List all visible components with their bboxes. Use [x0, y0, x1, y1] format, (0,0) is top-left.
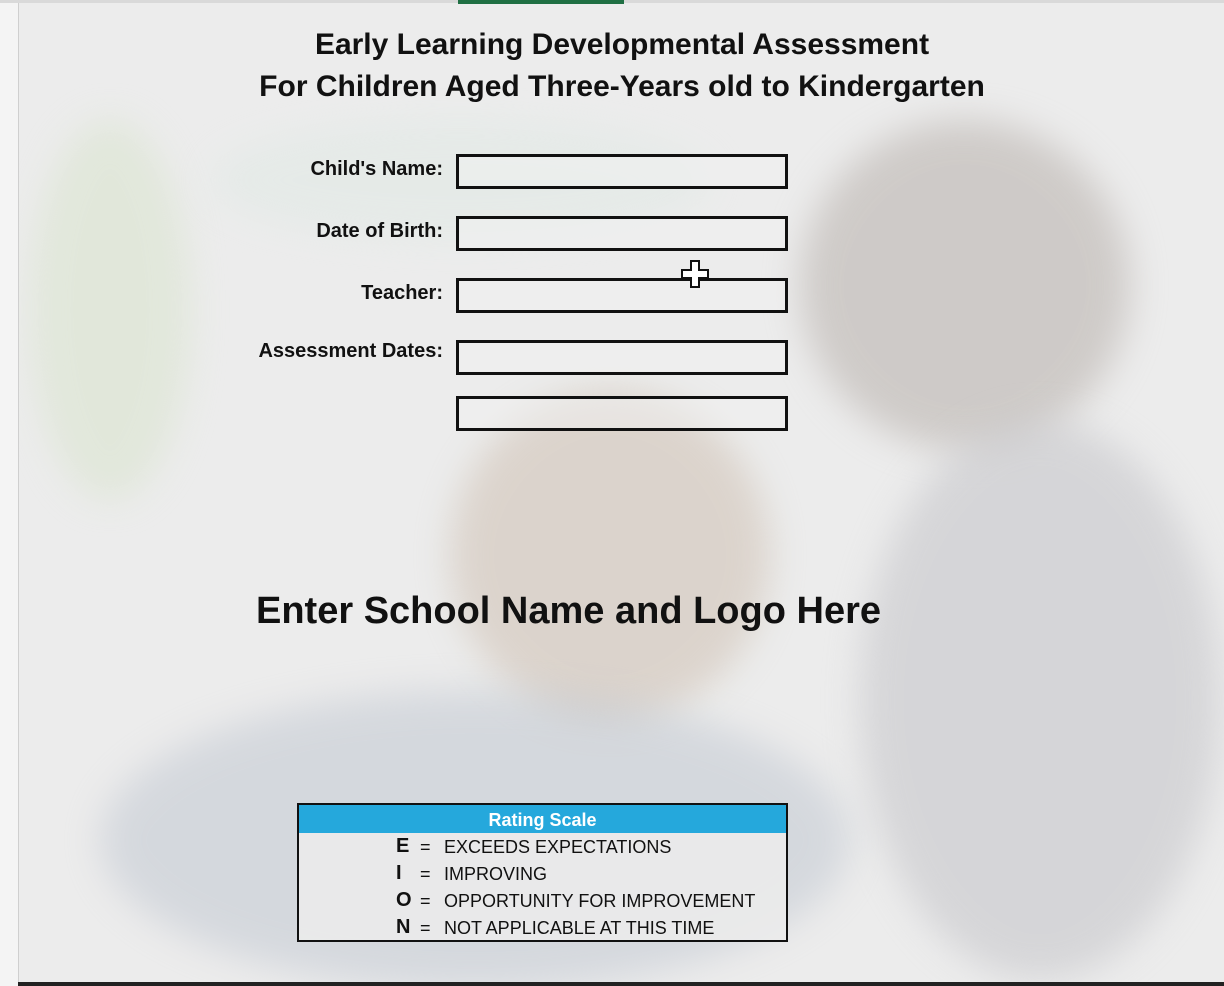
childs-name-label: Child's Name: — [310, 158, 443, 180]
rating-row — [299, 914, 786, 941]
assessment-dates-label: Assessment Dates: — [258, 340, 443, 362]
rating-equals: = — [420, 891, 431, 911]
rating-description: IMPROVING — [444, 864, 548, 884]
active-tab-indicator — [458, 0, 624, 4]
rating-description: OPPORTUNITY FOR IMPROVEMENT — [444, 891, 756, 911]
rating-letter: O — [396, 889, 412, 911]
childs-name-field[interactable] — [456, 154, 788, 189]
dob-label: Date of Birth: — [316, 220, 443, 242]
rating-letter: N — [396, 916, 411, 938]
cell-select-cursor-icon — [680, 259, 710, 289]
rating-equals: = — [420, 864, 431, 884]
sheet-left-margin — [0, 0, 19, 986]
school-name-placeholder[interactable]: Enter School Name and Logo Here — [256, 590, 881, 632]
bottom-border — [18, 982, 1224, 986]
rating-row — [299, 833, 786, 860]
rating-letter: I — [396, 862, 402, 884]
assessment-date-2-field[interactable] — [456, 396, 788, 431]
rating-scale-title: Rating Scale — [299, 805, 786, 833]
rating-row — [299, 860, 786, 887]
rating-scale-box — [297, 803, 788, 942]
rating-equals: = — [420, 837, 431, 857]
dob-field[interactable] — [456, 216, 788, 251]
rating-letter: E — [396, 835, 410, 857]
rating-description: EXCEEDS EXPECTATIONS — [444, 837, 672, 857]
rating-row — [299, 887, 786, 914]
rating-description: NOT APPLICABLE AT THIS TIME — [444, 918, 715, 938]
page-title-line1: Early Learning Developmental Assessment — [314, 28, 930, 61]
teacher-label: Teacher: — [361, 282, 443, 304]
teacher-field[interactable] — [456, 278, 788, 313]
page-title-line2: For Children Aged Three-Years old to Kindergarten — [259, 70, 985, 103]
assessment-date-1-field[interactable] — [456, 340, 788, 375]
rating-equals: = — [420, 918, 431, 938]
